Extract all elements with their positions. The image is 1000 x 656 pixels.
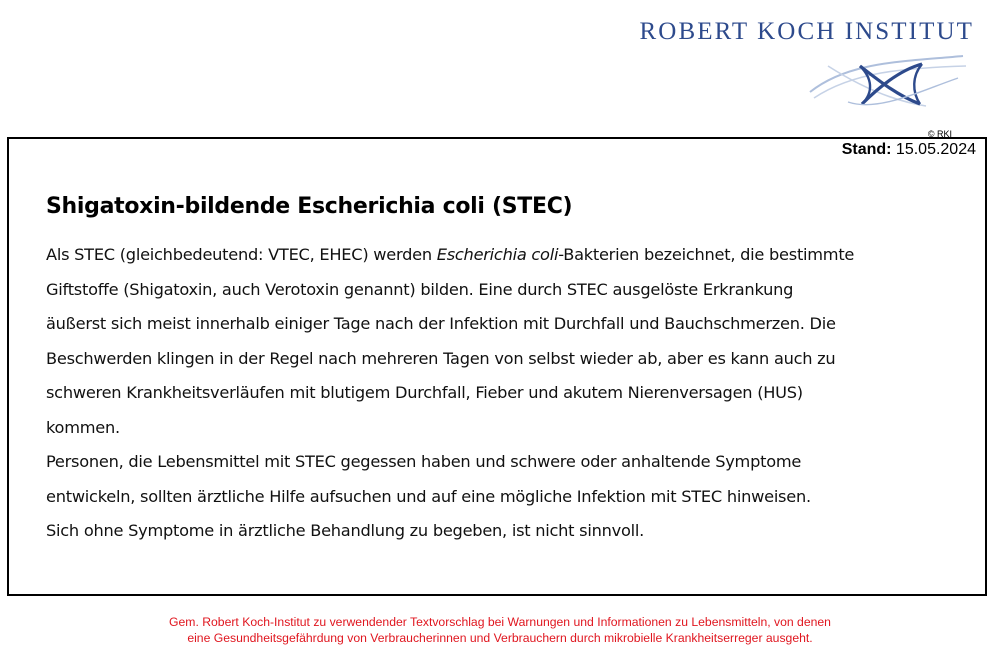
text-line: kommen. bbox=[46, 417, 120, 437]
paragraph-advice bbox=[46, 445, 976, 549]
stand-value: 15.05.2024 bbox=[895, 141, 976, 158]
text-line: Sich ohne Symptome in ärztliche Behandlung zu begeben, ist nicht sinnvoll. bbox=[46, 521, 644, 540]
footer-line: eine Gesundheitsgefährdung von Verbraucherinnen und Verbrauchern durch mikrobielle Krankheitserreger ausgeht. bbox=[187, 631, 813, 645]
document-title: Shigatoxin-bildende Escherichia coli (STEC) bbox=[46, 194, 573, 219]
text-segment: -Bakterien bezeichnet, die bestimmte bbox=[558, 245, 855, 264]
footer-note bbox=[0, 614, 1000, 646]
logo-wordmark: ROBERT KOCH INSTITUT bbox=[639, 18, 974, 45]
text-segment: Als STEC (gleichbedeutend: VTEC, EHEC) werden bbox=[46, 245, 437, 264]
rki-helix-logo-icon bbox=[808, 52, 968, 112]
text-line: schweren Krankheitsverläufen mit blutigem Durchfall, Fieber und akutem Nierenversagen (HUS) bbox=[46, 383, 803, 402]
text-line bbox=[46, 238, 976, 273]
paragraph-description bbox=[46, 238, 976, 445]
text-line: entwickeln, sollten ärztliche Hilfe aufsuchen und auf eine mögliche Infektion mit STEC hinweisen. bbox=[46, 486, 811, 506]
species-name: Escherichia coli bbox=[436, 245, 559, 264]
text-line: Giftstoffe (Shigatoxin, auch Verotoxin genannt) bilden. Eine durch STEC ausgelöste Erkrankung bbox=[46, 279, 794, 299]
notice-box bbox=[7, 137, 987, 596]
text-line: Beschwerden klingen in der Regel nach mehreren Tagen von selbst wieder ab, aber es kann auch zu bbox=[46, 348, 836, 368]
stand-date bbox=[842, 141, 976, 159]
document-body bbox=[46, 238, 976, 549]
text-line: äußerst sich meist innerhalb einiger Tage nach der Infektion mit Durchfall und Bauchschmerzen. Die bbox=[46, 314, 836, 333]
copyright-notice: © RKI bbox=[927, 129, 952, 139]
stand-label: Stand: bbox=[841, 141, 892, 158]
text-line: Personen, die Lebensmittel mit STEC gegessen haben und schwere oder anhaltende Symptome bbox=[46, 452, 802, 471]
footer-line: Gem. Robert Koch-Institut zu verwendender Textvorschlag bei Warnungen und Informationen zu Lebensmitteln, von denen bbox=[169, 615, 831, 629]
rki-logo bbox=[614, 16, 974, 139]
